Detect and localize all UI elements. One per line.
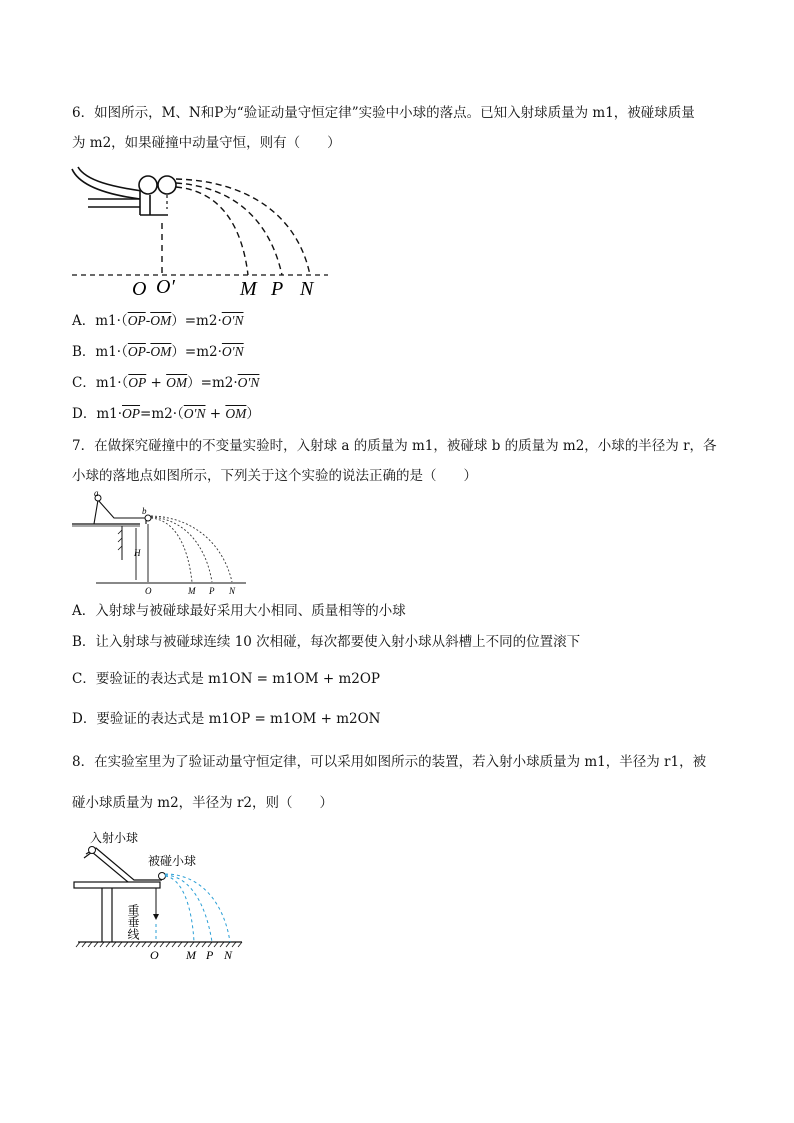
- q6-figure: [70, 165, 335, 300]
- vec-op: $\overline{OP}$: [128, 375, 147, 390]
- q7-option-a[interactable]: A．入射球与被碰球最好采用大小相同、质量相等的小球: [72, 603, 406, 619]
- q6-stem-line1: 6．如图所示，M、N和P为“验证动量守恒定律”实验中小球的落点。已知入射球质量为 m1，被碰球质量: [72, 105, 695, 121]
- q6-label-m: M: [240, 278, 257, 300]
- operator: -: [145, 344, 151, 360]
- q7-option-d[interactable]: D．要验证的表达式是 m1OP = m1OM + m2ON: [72, 711, 381, 727]
- q6-label-n: N: [300, 278, 314, 300]
- q7-label-n: N: [229, 586, 236, 596]
- q8-stem-line1: 8．在实验室里为了验证动量守恒定律，可以采用如图所示的装置，若入射小球质量为 m1，半径为 r1，被: [72, 754, 707, 770]
- option-d-suffix: ）: [246, 406, 260, 422]
- vec-o-prime-n: O′N: [183, 406, 206, 421]
- vec-o-prime-n: O′N: [221, 313, 244, 328]
- q7-option-b[interactable]: B．让入射球与被碰球连续 10 次相碰，每次都要使入射小球从斜槽上不同的位置滚下: [72, 634, 581, 650]
- vec-om: $\overline{OM}$: [150, 313, 172, 328]
- q6-option-b[interactable]: [72, 343, 244, 361]
- q7-label-p: P: [209, 586, 215, 596]
- q7-label-h: H: [134, 548, 141, 558]
- option-d-mid: =m2·（: [140, 406, 184, 422]
- q6-option-d[interactable]: [72, 405, 260, 423]
- q7-label-b: b: [142, 506, 147, 516]
- q7-label-o: O: [145, 586, 152, 596]
- option-b-mid: ）=m2·: [171, 344, 222, 360]
- q8-label-m: M: [186, 948, 196, 962]
- q8-label-target: 被碰小球: [148, 854, 197, 868]
- q6-stem-line2: 为 m2，如果碰撞中动量守恒，则有（ ）: [72, 135, 341, 151]
- q6-label-o-prime: O′: [156, 276, 175, 298]
- q7-stem-line2: 小球的落地点如图所示，下列关于这个实验的说法正确的是（ ）: [72, 468, 477, 484]
- q6-label-o: O: [132, 278, 147, 300]
- q8-figure: [72, 828, 247, 963]
- vec-o-prime-n: O′N: [221, 344, 244, 359]
- vec-op: $\overline{OP}$: [127, 344, 146, 359]
- q6-label-p: P: [271, 278, 284, 300]
- q6-option-c[interactable]: [72, 374, 259, 392]
- q7-option-c[interactable]: C．要验证的表达式是 m1ON = m1OM + m2OP: [72, 671, 381, 687]
- q7-figure: [70, 490, 250, 596]
- operator: +: [205, 406, 226, 422]
- operator: -: [145, 313, 151, 329]
- q6-option-a[interactable]: [72, 312, 243, 330]
- option-a-prefix: A．m1·（: [72, 313, 128, 329]
- q8-stem-line2: 碰小球质量为 m2，半径为 r2，则（ ）: [72, 795, 334, 811]
- option-b-prefix: B．m1·（: [72, 344, 128, 360]
- vec-om: $\overline{OM}$: [225, 406, 247, 421]
- q8-label-incident: 入射小球: [90, 831, 139, 845]
- vec-op: $\overline{OP}$: [122, 406, 141, 421]
- vec-o-prime-n: O′N: [237, 375, 260, 390]
- q8-label-o: O: [150, 948, 159, 962]
- vec-om: $\overline{OM}$: [166, 375, 188, 390]
- q7-label-a: a: [94, 488, 99, 498]
- option-d-prefix: D．m1·: [72, 406, 123, 422]
- q8-label-p: P: [206, 948, 214, 962]
- option-c-mid: ）=m2·: [187, 375, 238, 391]
- vec-op: $\overline{OP}$: [127, 313, 146, 328]
- option-a-mid: ）=m2·: [171, 313, 222, 329]
- q8-label-plumb-1: 重垂线: [126, 904, 140, 940]
- operator: +: [146, 375, 167, 391]
- vec-om: $\overline{OM}$: [150, 344, 172, 359]
- q8-label-n: N: [224, 948, 233, 962]
- q7-label-m: M: [188, 586, 196, 596]
- option-c-prefix: C．m1·（: [72, 375, 129, 391]
- q7-stem-line1: 7．在做探究碰撞中的不变量实验时，入射球 a 的质量为 m1，被碰球 b 的质量为 m2，小球的半径为 r，各: [72, 438, 717, 454]
